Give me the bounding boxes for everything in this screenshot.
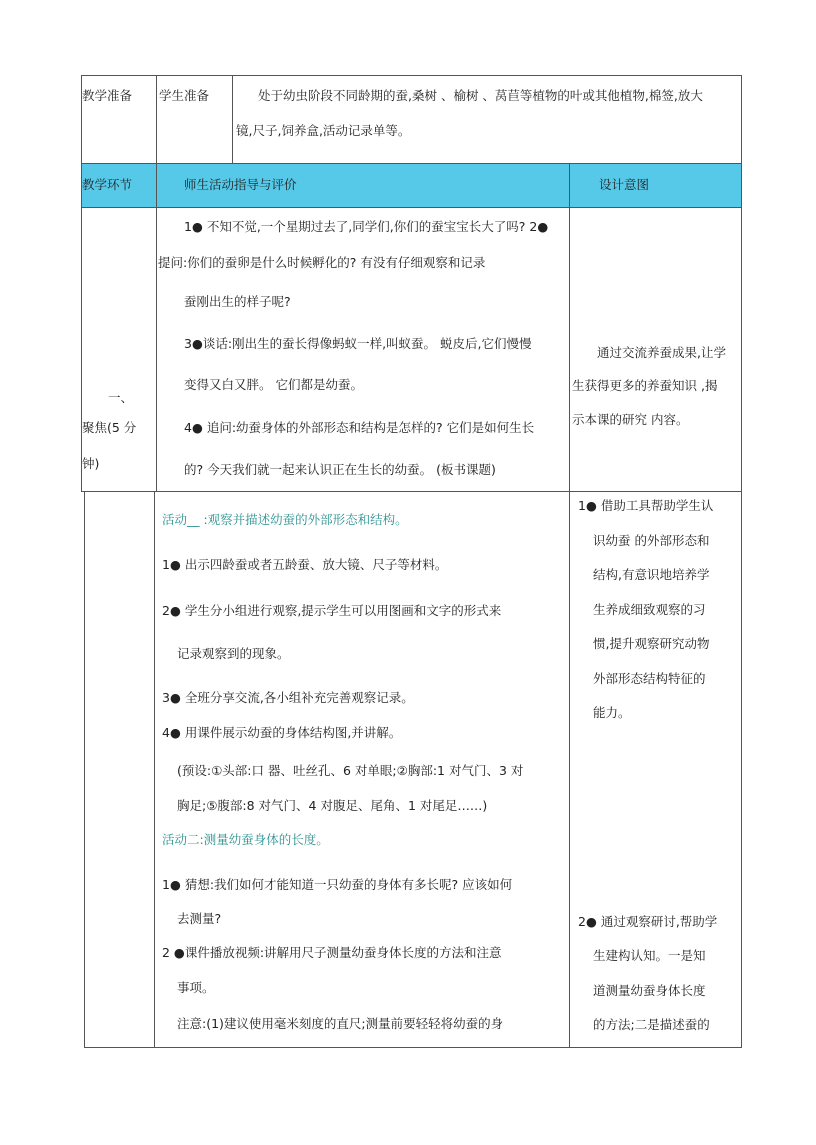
activity1-title: 活动__ :观察并描述幼蚕的外部形态和结构。 bbox=[162, 512, 408, 527]
focus-line: 蚕刚出生的样子呢? bbox=[184, 294, 291, 309]
table-border bbox=[81, 491, 742, 492]
activity2-line: 2 ●课件播放视频:讲解用尺子测量幼蚕身体长度的方法和注意 bbox=[162, 945, 502, 960]
activity1-intent-line: 结构,有意识地培养学 bbox=[593, 567, 710, 582]
stage-label-line1: 一、 bbox=[108, 390, 134, 405]
activity2-title: 活动二:测量幼蚕身体的长度。 bbox=[162, 832, 329, 847]
table-border bbox=[232, 75, 233, 164]
table-border bbox=[81, 75, 742, 76]
header-col-intent: 设计意图 bbox=[599, 177, 650, 192]
focus-intent-line1: 通过交流养蚕成果,让学 bbox=[597, 345, 726, 360]
prep-label: 教学准备 bbox=[82, 88, 133, 103]
activity2-line: 注意:(1)建议使用毫米刻度的直尺;测量前要轻轻将幼蚕的身 bbox=[177, 1016, 504, 1031]
header-col-activity: 师生活动指导与评价 bbox=[184, 177, 297, 192]
focus-line: 的? 今天我们就一起来认识正在生长的幼蚕。 (板书课题) bbox=[184, 462, 496, 477]
focus-line: 3●谈话:刚出生的蚕长得像蚂蚁一样,叫蚁蚕。 蜕皮后,它们慢慢 bbox=[184, 336, 532, 351]
activity2-line: 事项。 bbox=[177, 980, 215, 995]
activity1-intent-line: 惯,提升观察研究动物 bbox=[593, 636, 710, 651]
activity2-intent-line: 2● 通过观察研讨,帮助学 bbox=[578, 914, 718, 929]
activity1-intent-line: 能力。 bbox=[593, 705, 631, 720]
activity1-intent-line: 生养成细致观察的习 bbox=[593, 602, 706, 617]
stage-label-line2: 聚焦(5 分 bbox=[82, 420, 137, 435]
activity1-line: 1● 出示四龄蚕或者五龄蚕、放大镜、尺子等材料。 bbox=[162, 557, 448, 572]
activity1-intent-line: 外部形态结构特征的 bbox=[593, 671, 706, 686]
table-border bbox=[81, 207, 742, 208]
table-border bbox=[81, 163, 742, 164]
header-col-stage: 教学环节 bbox=[82, 177, 133, 192]
prep-text-line2: 镜,尺子,饲养盒,活动记录单等。 bbox=[236, 123, 411, 138]
activity1-line: 4● 用课件展示幼蚕的身体结构图,并讲解。 bbox=[162, 725, 402, 740]
activity1-line: 记录观察到的现象。 bbox=[177, 646, 290, 661]
table-border bbox=[569, 163, 570, 492]
activity2-intent-line: 道测量幼蚕身体长度 bbox=[593, 983, 706, 998]
table-border bbox=[84, 491, 85, 1048]
focus-line: 4● 追问:幼蚕身体的外部形态和结构是怎样的? 它们是如何生长 bbox=[184, 420, 535, 435]
activity2-line: 去测量? bbox=[177, 911, 222, 926]
focus-intent-line3: 示本课的研究 内容。 bbox=[572, 412, 689, 427]
activity2-line: 1● 猜想:我们如何才能知道一只幼蚕的身体有多长呢? 应该如何 bbox=[162, 877, 513, 892]
table-border bbox=[84, 1047, 742, 1048]
table-border bbox=[569, 491, 570, 1048]
activity1-line: (预设:①头部:口 器、吐丝孔、6 对单眼;②胸部:1 对气门、3 对 bbox=[177, 763, 524, 778]
prep-sub-label: 学生准备 bbox=[159, 88, 210, 103]
stage-label-line3: 钟) bbox=[82, 456, 100, 471]
activity1-line: 胸足;⑤腹部:8 对气门、4 对腹足、尾角、1 对尾足……) bbox=[177, 798, 488, 813]
focus-line: 变得又白又胖。 它们都是幼蚕。 bbox=[184, 377, 363, 392]
activity1-line: 3● 全班分享交流,各小组补充完善观察记录。 bbox=[162, 690, 414, 705]
activity1-intent-line: 1● 借助工具帮助学生认 bbox=[578, 498, 714, 513]
table-border bbox=[741, 75, 742, 492]
focus-line: 提问:你们的蚕卵是什么时候孵化的? 有没有仔细观察和记录 bbox=[158, 255, 486, 270]
activity2-intent-line: 生建构认知。一是知 bbox=[593, 948, 706, 963]
table-border bbox=[741, 491, 742, 1048]
table-border bbox=[156, 75, 157, 492]
activity1-intent-line: 识幼蚕 的外部形态和 bbox=[593, 533, 710, 548]
prep-text-line1: 处于幼虫阶段不同龄期的蚕,桑树 、榆树 、莴苣等植物的叶或其他植物,棉签,放大 bbox=[258, 88, 703, 103]
activity2-intent-line: 的方法;二是描述蚕的 bbox=[593, 1017, 710, 1032]
table-border bbox=[154, 491, 155, 1048]
activity1-line: 2● 学生分小组进行观察,提示学生可以用图画和文字的形式来 bbox=[162, 603, 502, 618]
focus-line: 1● 不知不觉,一个星期过去了,同学们,你们的蚕宝宝长大了吗? 2● bbox=[184, 219, 549, 234]
focus-intent-line2: 生获得更多的养蚕知识 ,揭 bbox=[572, 378, 718, 393]
